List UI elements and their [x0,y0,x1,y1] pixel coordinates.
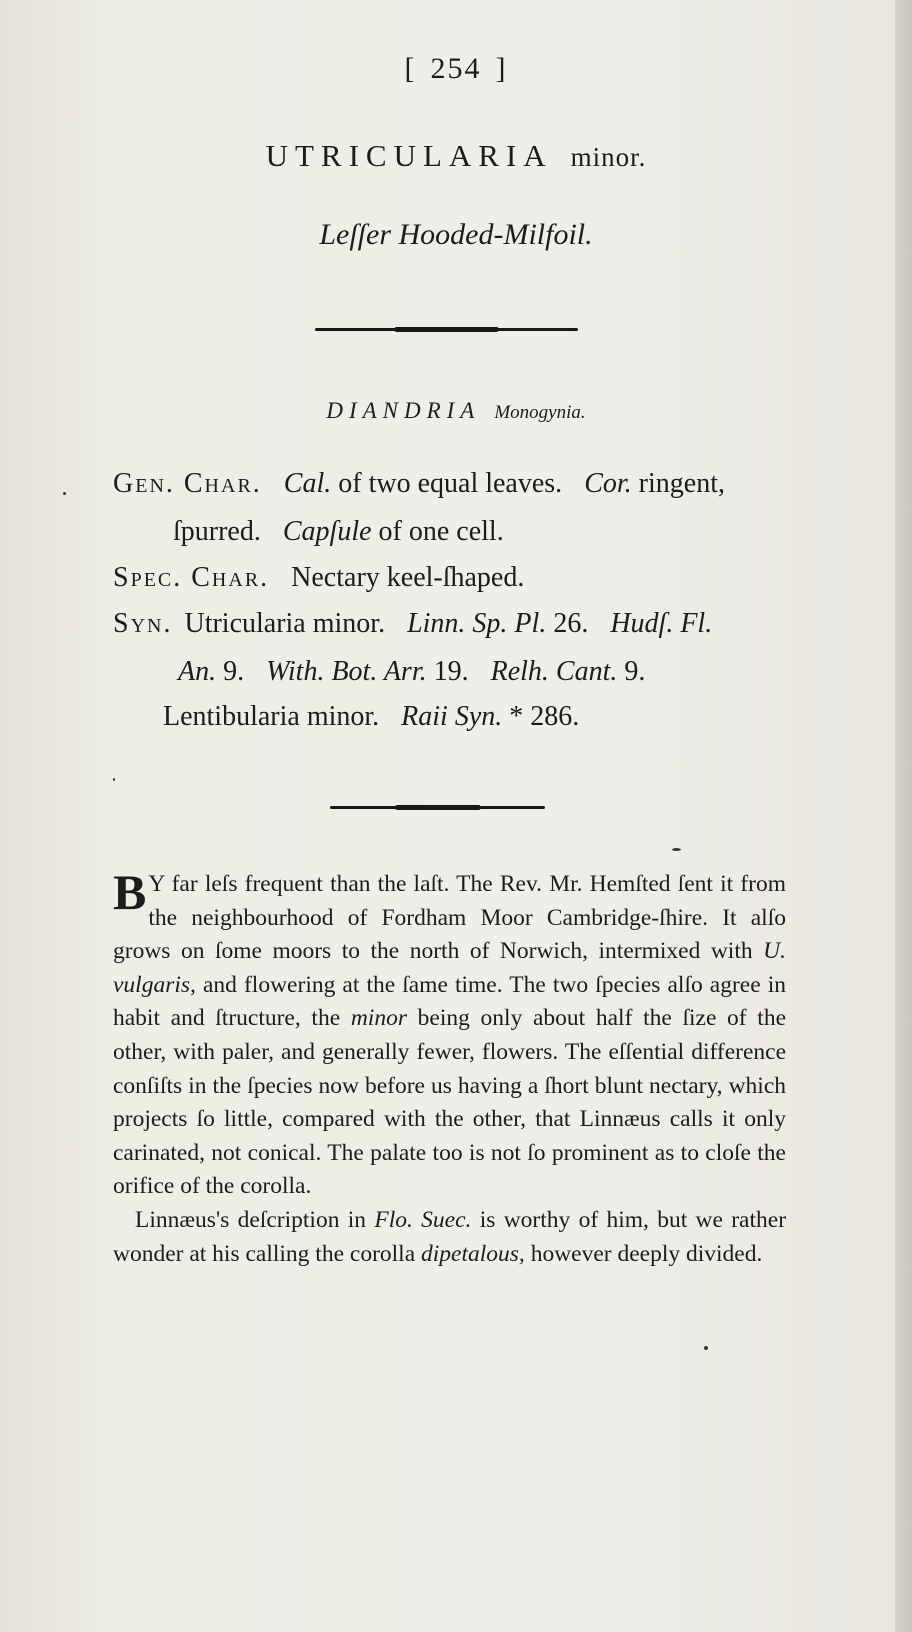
paragraph-2-italic-b: dipetalous, [421,1240,525,1267]
common-name: Leſſer Hooded-Milfoil. [319,218,593,251]
ref-withering-num: 19. [433,656,469,687]
paragraph-2-italic-a: Flo. Suec. [374,1206,472,1233]
generic-character-line-2 [173,517,912,548]
ref-linnaeus: Linn. Sp. Pl. [407,608,547,639]
paragraph-2 [113,1204,786,1271]
calyx-text: of two equal leaves. [338,468,563,499]
paragraph-1-part-a: Y far leſs frequent than the laſt. The Rev. Mr. Hemſted ſent it from the neighbourhood of Fordham Moor Cambridge-ſhire. It alſo grows on ſome moors to the north of Norwich, intermixed with [113,871,786,965]
open-bracket: [ [404,52,417,85]
paragraph-1-part-c: being only about half the ſize of the other, with paler, and generally fewer, flowers. The eſſential difference conſiſts in the ſpecies now before us having a ſhort blunt nectary, which projects ſo little, compared with the other, that Linnæus calls it only carinated, not conical. The palate too is not ſo prominent as to cloſe the orifice of the corolla. [113,1005,787,1200]
ref-hudson-num: 9. [223,656,245,687]
syn-label: Syn. [113,608,173,639]
paper-speck [113,778,115,781]
capsule-label: Capſule [282,516,372,547]
ref-ray: Raii Syn. [401,701,503,732]
paragraph-1-part-b: and flowering at the ſame time. The two ſpecies alſo agree in habit and ſtructure, the [113,971,787,1032]
class-name: DIANDRIA [326,398,481,423]
paragraph-1-italic-b: minor [350,1005,407,1032]
page-number [0,52,912,86]
paper-speck [672,848,681,851]
genus-name: UTRICULARIA [265,138,553,173]
synonymy-line-3 [163,702,903,733]
corolla-text: ringent, [638,468,725,499]
ref-hudson-an: An. [178,656,217,687]
paragraph-1 [113,864,787,1204]
page-number-value: 254 [430,52,482,85]
spec-char-text: Nectary keel-ſhaped. [291,562,525,593]
calyx-label: Cal. [283,468,332,499]
paragraph-2-part-c: however deeply divided. [530,1240,763,1267]
paragraph-2-part-b: is worthy of him, but we rather wonder at his calling the corolla [113,1206,787,1267]
ref-relhan-num: 9. [624,656,646,687]
species-title [0,138,912,174]
specific-character-line [113,563,853,594]
generic-character-line [113,469,853,500]
ornamental-rule-top [315,328,578,331]
description-text [113,864,787,1271]
gen-char-label: Gen. Char. [113,468,262,499]
corolla-label: Cor. [584,468,632,499]
synonymy-line [113,609,853,640]
spur-text: ſpurred. [173,516,261,547]
paper-speck [63,492,66,495]
capsule-text: of one cell. [378,516,504,547]
spec-char-label: Spec. Char. [113,562,270,593]
paragraph-2-part-a: Linnæus's deſcription in [135,1206,367,1233]
ref-ray-num: * 286. [509,701,580,732]
ref-withering: With. Bot. Arr. [266,656,427,687]
ref-hudson: Hudſ. Fl. [610,608,713,639]
synonym-2: Lentibularia minor. [163,701,380,732]
paragraph-1-italic-a: U. vulgaris, [113,938,786,998]
drop-cap: B [113,864,147,920]
paper-speck [704,1346,708,1350]
species-epithet: minor. [570,142,647,172]
linnaean-classification [0,398,912,424]
ref-linnaeus-num: 26. [553,608,589,639]
ornamental-rule-bottom [330,806,545,809]
synonym-1: Utricularia minor. [184,608,386,639]
order-name: Monogynia. [494,402,586,423]
ref-relhan: Relh. Cant. [490,656,618,687]
close-bracket: ] [495,52,508,85]
synonymy-line-2 [178,657,912,688]
